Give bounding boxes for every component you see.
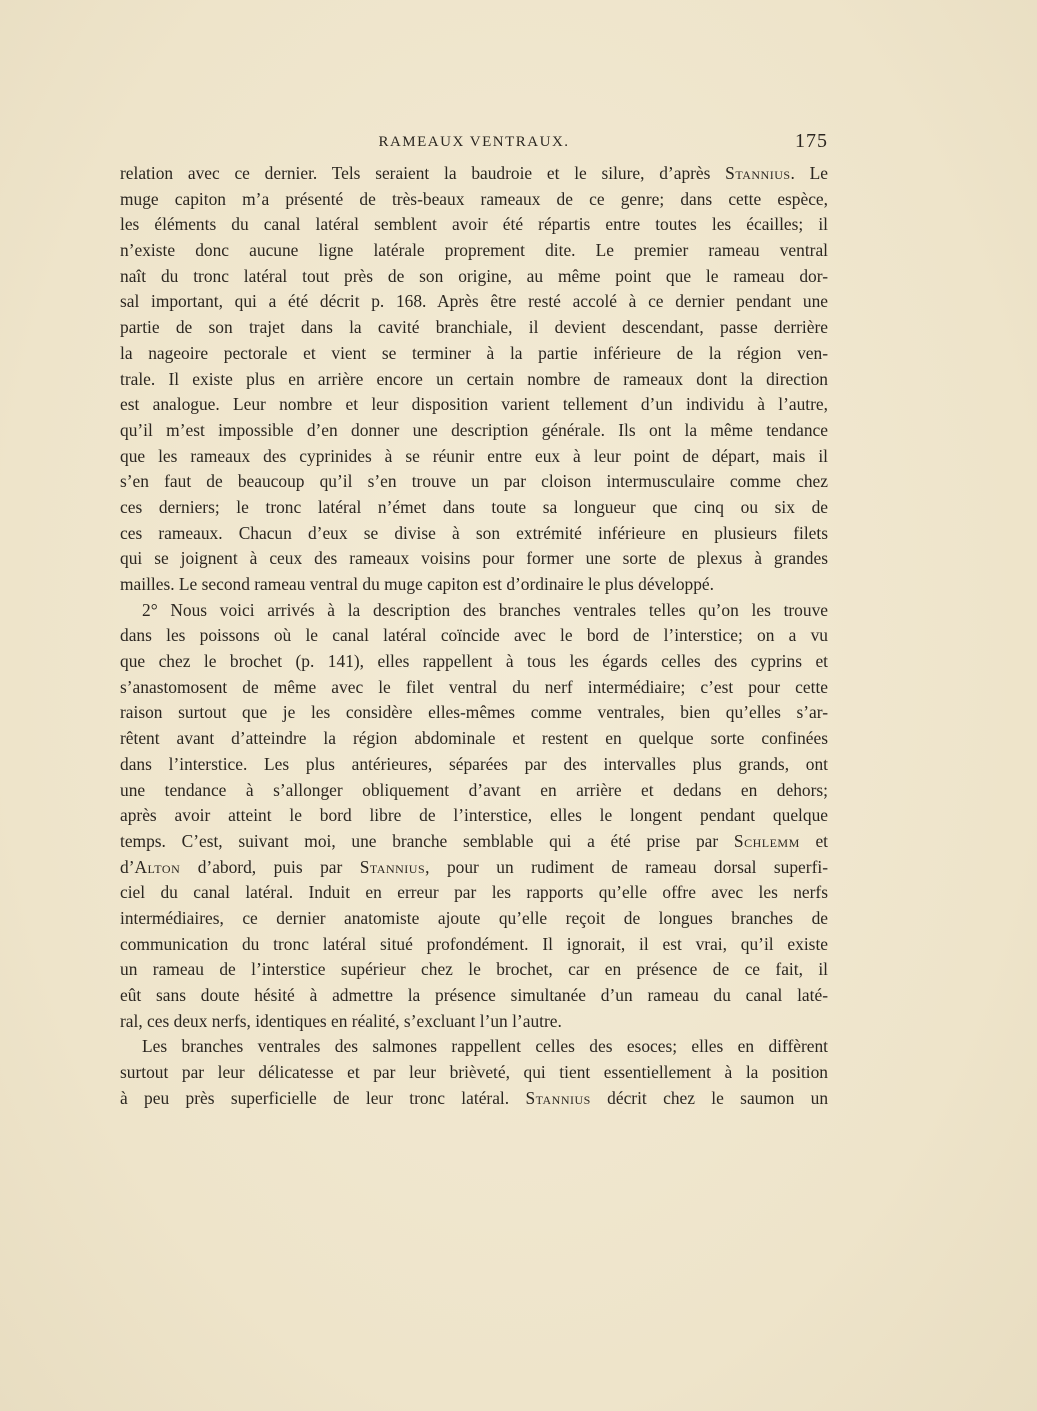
text-line <box>120 598 828 624</box>
text-segment: eût sans doute hésité à admettre la présence simultanée d’un rameau du canal laté- <box>120 985 828 1005</box>
text-line <box>120 623 828 649</box>
text-segment: ciel du canal latéral. Induit en erreur par les rapports qu’elle offre avec les nerfs <box>120 882 828 903</box>
text-line <box>120 803 828 829</box>
text-line <box>120 1034 828 1060</box>
text-line <box>120 315 828 341</box>
text-line <box>120 752 828 778</box>
text-line <box>120 778 828 804</box>
text-line <box>120 392 828 418</box>
text-line <box>120 264 828 290</box>
text-line <box>120 880 828 906</box>
text-segment: que chez le brochet (p. 141), elles rappellent à tous les égards celles des cyprins et <box>120 651 828 672</box>
text-segment: qu’il m’est impossible d’en donner une description générale. Ils ont la même tendance <box>120 419 828 440</box>
text-segment: s’anastomosent de même avec le filet ventral du nerf intermédiaire; c’est pour cette <box>120 676 828 697</box>
text-line <box>120 521 828 547</box>
text-line <box>120 1060 828 1086</box>
text-line <box>120 289 828 315</box>
text-line <box>120 906 828 932</box>
text-segment: les éléments du canal latéral semblent avoir été répartis entre toutes les écailles; il <box>120 214 828 235</box>
text-segment: ral, ces deux nerfs, identiques en réalité, s’excluant l’un l’autre. <box>120 1010 562 1031</box>
text-line <box>120 1086 828 1112</box>
text-line <box>120 1009 828 1035</box>
text-segment: une tendance à s’allonger obliquement d’avant en arrière et dedans en dehors; <box>120 779 828 800</box>
author-name: Stannius <box>525 1087 591 1108</box>
text-line <box>120 367 828 393</box>
text-line <box>120 700 828 726</box>
text-segment: temps. C’est, suivant moi, une branche semblable qui a été prise par <box>120 830 734 851</box>
text-segment: un rameau de l’interstice supérieur chez le brochet, car en présence de ce fait, il <box>120 959 828 980</box>
text-segment: s’en faut de beaucoup qu’il s’en trouve un par cloison intermusculaire comme chez <box>120 471 828 492</box>
text-line <box>120 932 828 958</box>
text-line <box>120 341 828 367</box>
text-segment: ces derniers; le tronc latéral n’émet dans toute sa longueur que cinq ou six de <box>120 496 828 517</box>
text-segment: communication du tronc latéral situé profondément. Il ignorait, il est vrai, qu’il existe <box>120 933 828 954</box>
author-name: Stannius <box>725 163 791 183</box>
text-line <box>120 649 828 675</box>
text-segment: la nageoire pectorale et vient se terminer à la partie inférieure de la région ven- <box>120 342 828 363</box>
text-segment: muge capiton m’a présenté de très-beaux rameaux de ce genre; dans cette espèce, <box>120 188 828 209</box>
text-segment: et <box>799 830 829 851</box>
text-segment: relation avec ce dernier. Tels seraient la baudroie et le silure, d’après <box>120 163 726 183</box>
text-segment: mailles. Le second rameau ventral du muge capiton est d’ordinaire le plus développé. <box>120 574 714 594</box>
text-segment: à peu près superficielle de leur tronc latéral. <box>120 1087 526 1108</box>
text-segment: naît du tronc latéral tout près de son origine, au même point que le rameau dor- <box>120 265 828 286</box>
text-segment: d’abord, puis par <box>180 856 360 877</box>
text-line <box>120 238 828 264</box>
text-segment: décrit chez le saumon un <box>590 1087 829 1108</box>
text-line <box>120 495 828 521</box>
text-segment: dans l’interstice. Les plus antérieures, séparées par des intervalles plus grands, ont <box>120 753 828 774</box>
text-line <box>120 469 828 495</box>
text-segment: , pour un rudiment de rameau dorsal superfi- <box>425 856 828 877</box>
text-segment: que les rameaux des cyprinides à se réunir entre eux à leur point de départ, mais il <box>120 445 828 466</box>
text-segment: n’existe donc aucune ligne latérale proprement dite. Le premier rameau ventral <box>120 240 828 261</box>
text-line <box>120 957 828 983</box>
body-text <box>120 161 828 1111</box>
text-segment: surtout par leur délicatesse et par leur brièveté, qui tient essentiellement à la position <box>120 1062 828 1083</box>
text-segment: ces rameaux. Chacun d’eux se divise à son extrémité inférieure en plusieurs filets <box>120 522 828 543</box>
text-line <box>120 546 828 572</box>
text-line <box>120 187 828 213</box>
author-name: Stannius <box>359 856 426 877</box>
running-title: RAMEAUX VENTRAUX. <box>378 134 570 150</box>
text-line <box>120 855 828 881</box>
text-line <box>120 444 828 470</box>
text-segment: d’ <box>120 856 135 877</box>
text-segment: Les branches ventrales des salmones rappellent celles des esoces; elles en diffèrent <box>142 1036 828 1057</box>
running-head <box>120 130 828 156</box>
text-line <box>120 161 828 187</box>
text-segment: sal important, qui a été décrit p. 168. Après être resté accolé à ce dernier pendant une <box>120 291 828 312</box>
text-segment: 2° Nous voici arrivés à la description des branches ventrales telles qu’on les trouve <box>142 599 828 620</box>
text-line <box>120 983 828 1009</box>
author-name: Alton <box>134 856 181 877</box>
page-number: 175 <box>795 130 828 152</box>
text-segment: partie de son trajet dans la cavité branchiale, il devient descendant, passe derrière <box>120 317 828 338</box>
text-segment: qui se joignent à ceux des rameaux voisins pour former une sorte de plexus à grandes <box>120 548 828 569</box>
text-line <box>120 829 828 855</box>
text-segment: intermédiaires, ce dernier anatomiste ajoute qu’elle reçoit de longues branches de <box>120 907 828 928</box>
text-segment: rêtent avant d’atteindre la région abdominale et restent en quelque sorte confinées <box>120 728 828 749</box>
text-segment: trale. Il existe plus en arrière encore un certain nombre de rameaux dont la direction <box>120 368 828 389</box>
text-segment: après avoir atteint le bord libre de l’interstice, elles le longent pendant quelque <box>120 805 828 826</box>
text-line <box>120 726 828 752</box>
text-line <box>120 675 828 701</box>
text-line <box>120 572 828 598</box>
author-name: Schlemm <box>733 830 800 851</box>
text-segment: est analogue. Leur nombre et leur disposition varient tellement d’un individu à l’autre, <box>120 394 828 415</box>
text-segment: dans les poissons où le canal latéral coïncide avec le bord de l’interstice; on a vu <box>120 625 828 646</box>
text-line <box>120 418 828 444</box>
text-segment: raison surtout que je les considère elles-mêmes comme ventrales, bien qu’elles s’ar- <box>120 702 828 723</box>
text-line <box>120 212 828 238</box>
text-segment: . Le <box>790 163 828 183</box>
